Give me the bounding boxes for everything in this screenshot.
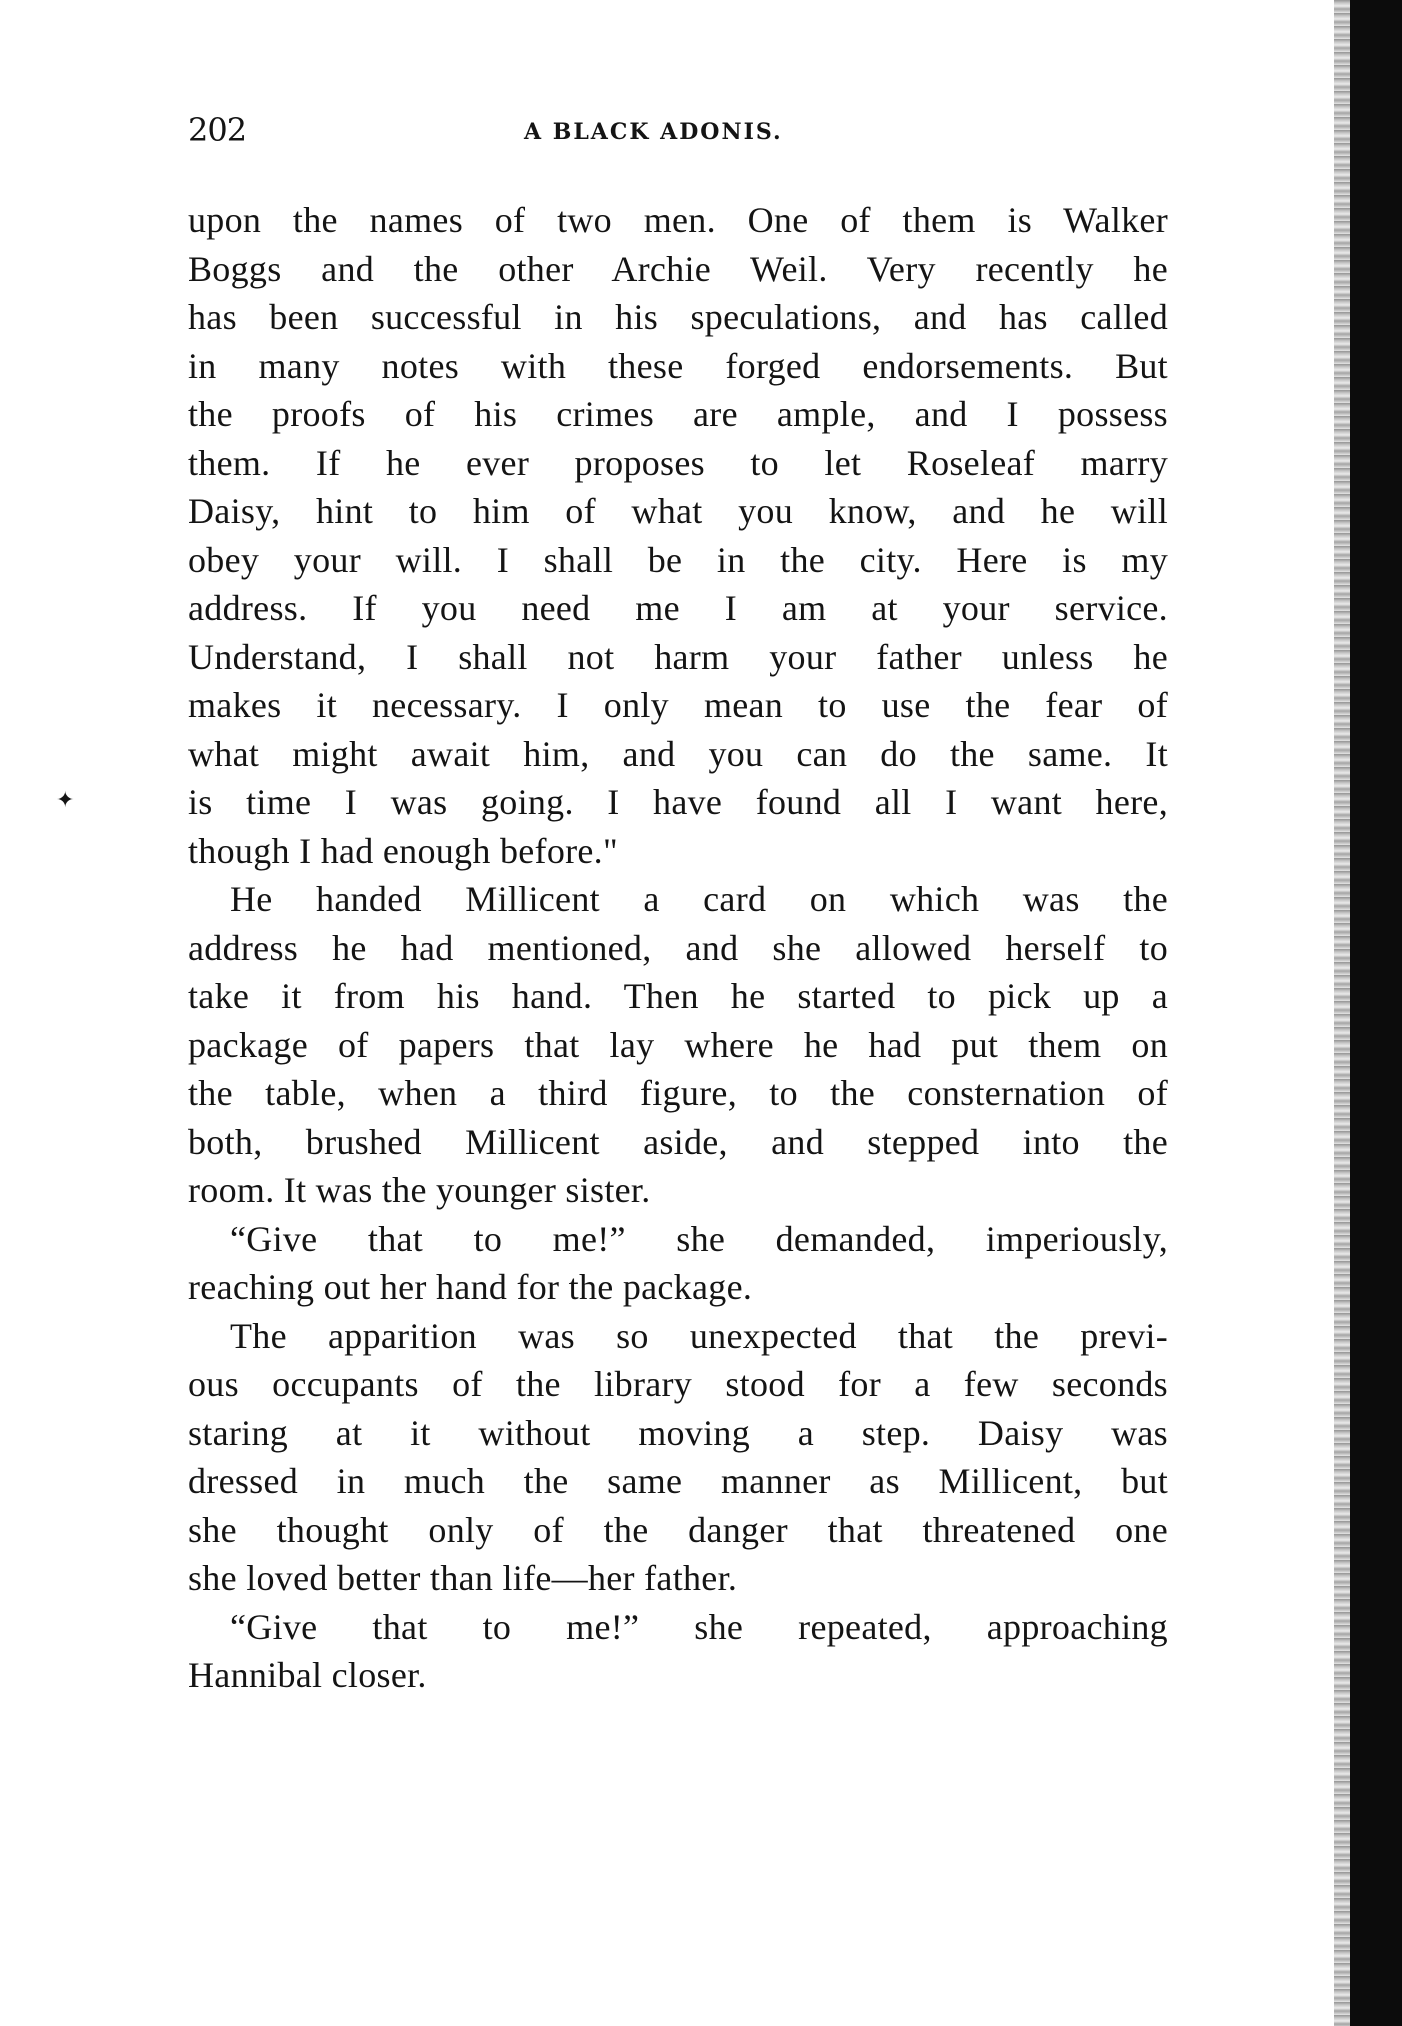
text-line: “Give that to me!” she repeated, approaching: [230, 1606, 1168, 1647]
text-line: room. It was the younger sister.: [188, 1170, 651, 1210]
margin-mark-icon: ✦: [56, 788, 75, 813]
text-line: Boggs and the other Archie Weil. Very recently he: [188, 248, 1168, 289]
text-line: is time I was going. I have found all I want here,: [188, 782, 1168, 822]
text-line: take it from his hand. Then he started to pick up a: [188, 976, 1168, 1016]
text-line: dressed in much the same manner as Millicent, but: [188, 1461, 1168, 1501]
text-line: staring at it without moving a step. Daisy was: [188, 1412, 1168, 1453]
text-line: The apparition was so unexpected that the previ-: [230, 1315, 1168, 1356]
text-line: them. If he ever proposes to let Roseleaf marry: [188, 442, 1168, 483]
text-line: Daisy, hint to him of what you know, and he will: [188, 491, 1168, 531]
running-head: A BLACK ADONIS.: [524, 119, 783, 145]
text-line: though I had enough before.": [188, 830, 618, 871]
text-line: He handed Millicent a card on which was the: [230, 879, 1168, 919]
text-line: makes it necessary. I only mean to use the fear of: [188, 685, 1168, 725]
text-line: Hannibal closer.: [188, 1655, 427, 1695]
page-header: [188, 108, 1168, 152]
text-line: “Give that to me!” she demanded, imperiously,: [230, 1218, 1168, 1259]
body-text: [188, 196, 1168, 1700]
page-edge-fringe: [1334, 0, 1350, 2026]
text-line: reaching out her hand for the package.: [188, 1267, 753, 1307]
text-line: ous occupants of the library stood for a few seconds: [188, 1364, 1168, 1404]
text-line: what might await him, and you can do the same. It: [188, 733, 1168, 774]
text-line: she thought only of the danger that threatened one: [188, 1509, 1168, 1550]
text-line: has been successful in his speculations, and has called: [188, 297, 1168, 337]
text-line: both, brushed Millicent aside, and stepped into the: [188, 1121, 1168, 1162]
page-edge-shadow: [1350, 0, 1402, 2026]
text-line: in many notes with these forged endorsements. But: [188, 345, 1168, 386]
text-line: she loved better than life—her father.: [188, 1558, 738, 1598]
text-line: the table, when a third figure, to the consternation of: [188, 1073, 1168, 1113]
text-line: package of papers that lay where he had put them on: [188, 1024, 1168, 1065]
text-line: obey your will. I shall be in the city. Here is my: [188, 539, 1168, 580]
text-line: address he had mentioned, and she allowed herself to: [188, 927, 1168, 968]
text-line: address. If you need me I am at your service.: [188, 588, 1168, 628]
text-line: the proofs of his crimes are ample, and I possess: [188, 394, 1168, 434]
text-line: upon the names of two men. One of them is Walker: [188, 200, 1168, 240]
page-number: 202: [188, 111, 247, 149]
text-line: Understand, I shall not harm your father unless he: [188, 636, 1168, 677]
